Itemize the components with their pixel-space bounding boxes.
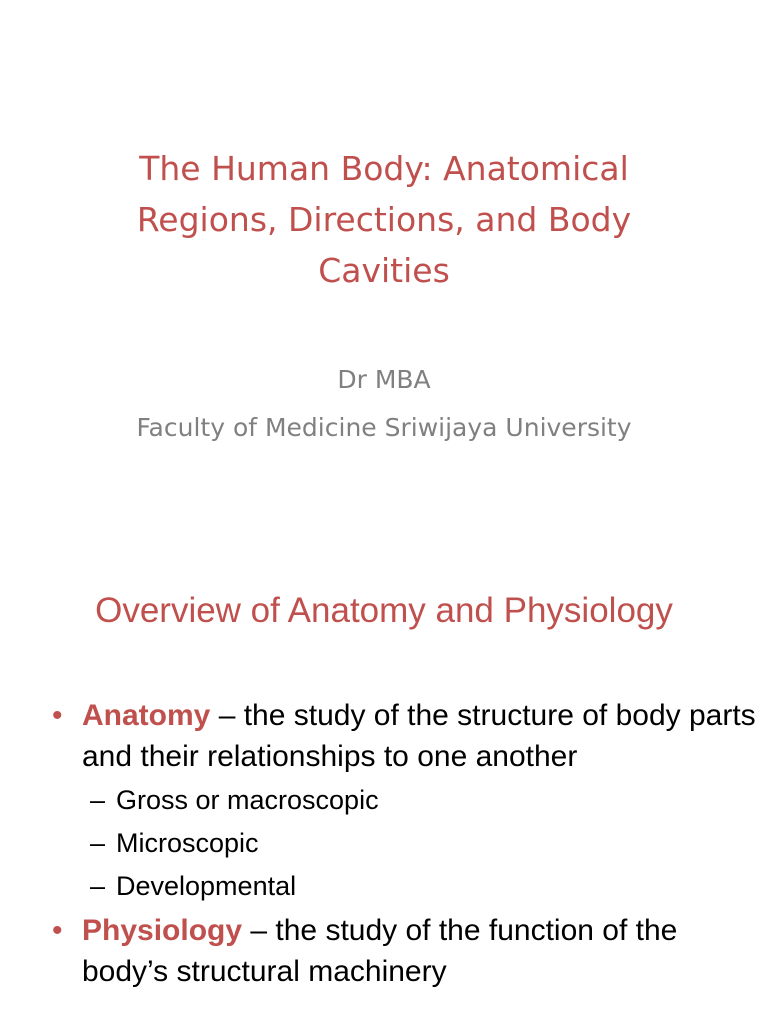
bullet-list xyxy=(0,695,768,992)
sub-item xyxy=(82,865,758,908)
dash-icon: – xyxy=(90,828,106,858)
title-line: Regions, Directions, and Body xyxy=(136,200,632,239)
sub-item-label: Developmental xyxy=(116,871,297,901)
bullet-icon: • xyxy=(52,699,63,732)
presentation-title xyxy=(60,143,708,296)
dash-icon: – xyxy=(90,871,106,901)
sub-item-label: Microscopic xyxy=(116,828,259,858)
bullet-item-physiology xyxy=(0,910,768,992)
title-line: Cavities xyxy=(318,251,450,290)
term-physiology: Physiology xyxy=(82,914,243,947)
bullet-item-anatomy xyxy=(0,695,768,908)
sub-item-label: Gross or macroscopic xyxy=(116,785,379,815)
term-anatomy: Anatomy xyxy=(82,699,211,732)
definition-physiology: – the study of the function of the body’s structural machinery xyxy=(82,914,678,988)
institution-name: Faculty of Medicine Sriwijaya University xyxy=(136,413,632,442)
author-name: Dr MBA xyxy=(337,365,431,394)
slide-overview xyxy=(0,560,768,1024)
dash-icon: – xyxy=(90,785,106,815)
presentation-subtitle xyxy=(40,356,728,452)
anatomy-subtypes xyxy=(82,779,758,908)
sub-item xyxy=(82,822,758,865)
bullet-icon: • xyxy=(52,914,63,947)
title-line: The Human Body: Anatomical xyxy=(139,149,629,188)
definition-anatomy: – the study of the structure of body parts and their relationships to one another xyxy=(82,699,756,773)
slide-heading: Overview of Anatomy and Physiology xyxy=(95,591,673,630)
sub-item xyxy=(82,779,758,822)
